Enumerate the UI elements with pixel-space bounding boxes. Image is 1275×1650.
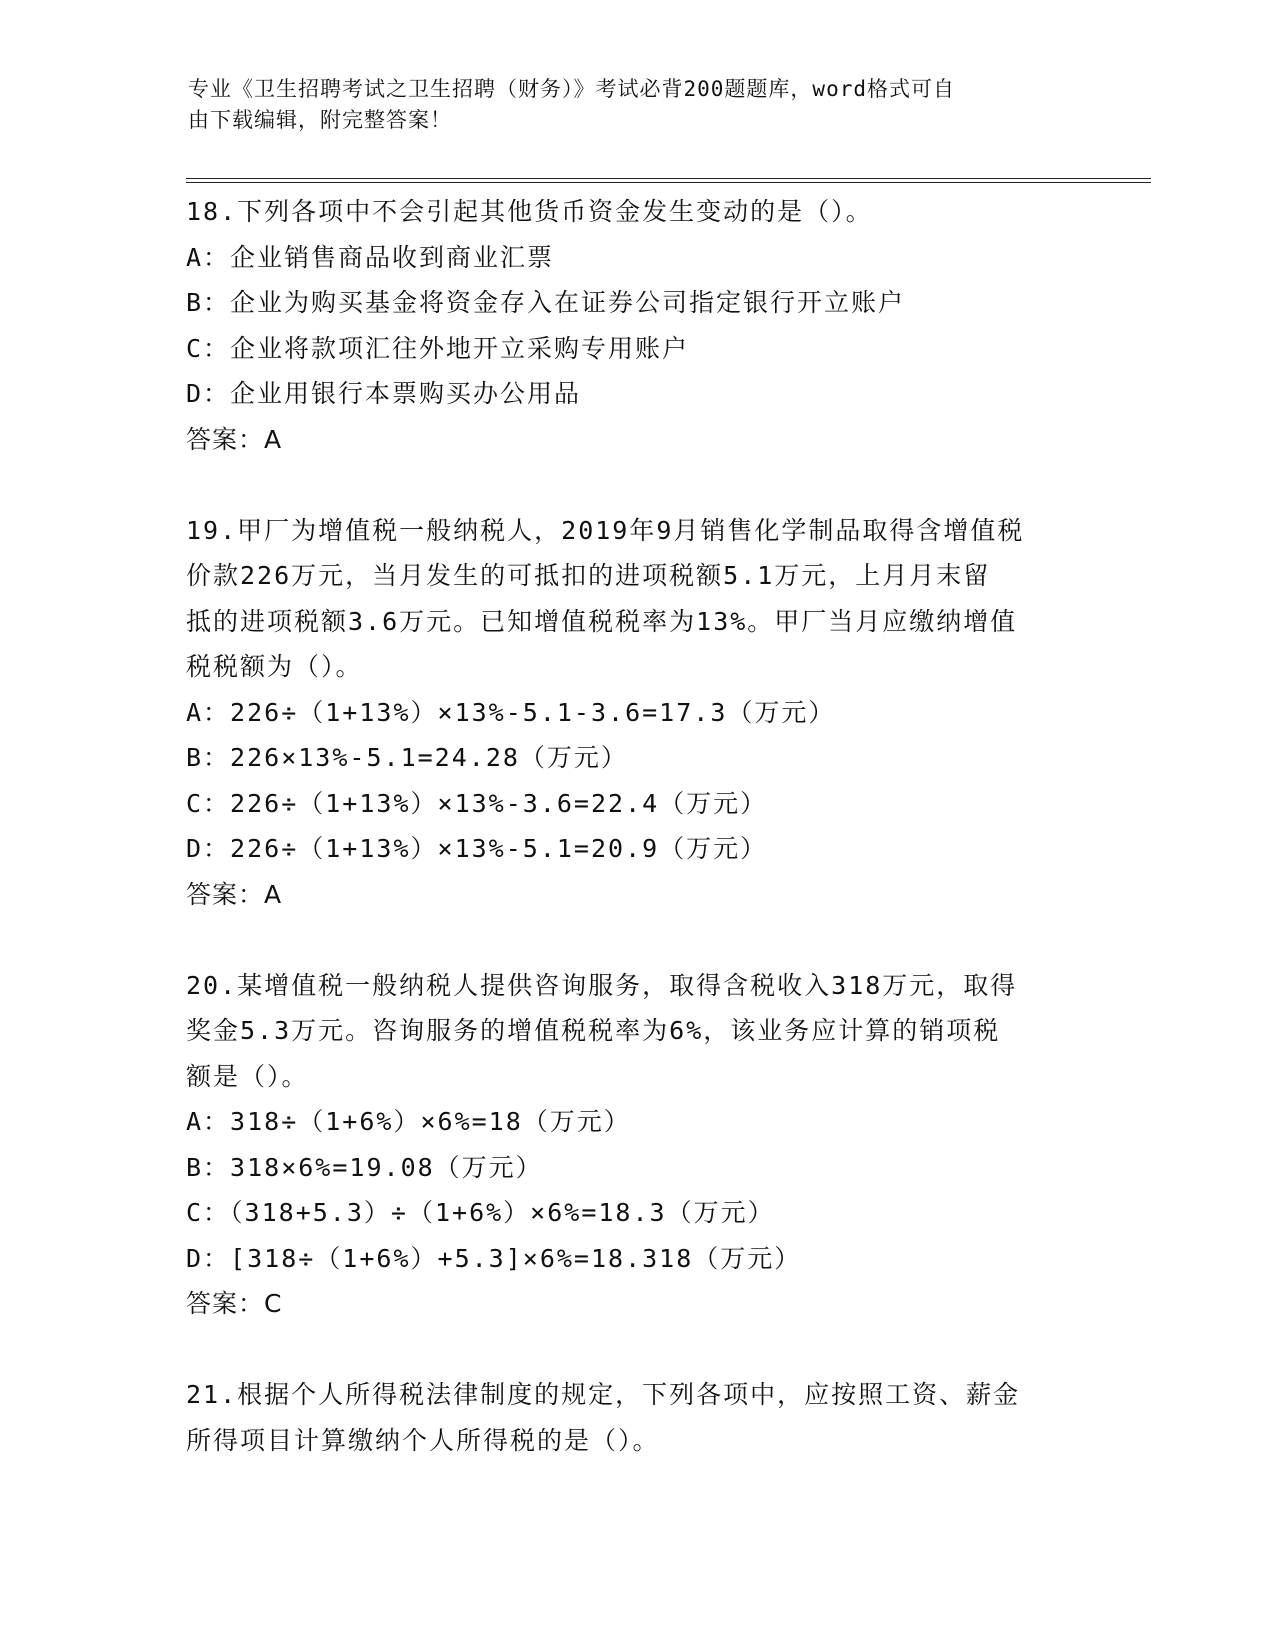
option-c: C：226÷（1+13%）×13%-3.6=22.4（万元） bbox=[186, 788, 768, 818]
option-c: C：（318+5.3）÷（1+6%）×6%=18.3（万元） bbox=[186, 1198, 775, 1227]
option-b: B：318×6%=19.08（万元） bbox=[186, 1152, 543, 1182]
option-a: A：企业销售商品收到商业汇票 bbox=[186, 242, 555, 272]
header-rule-bottom bbox=[186, 182, 1151, 183]
spacer bbox=[186, 1327, 1086, 1373]
question-stem: 所得项目计算缴纳个人所得税的是（）。 bbox=[186, 1425, 660, 1455]
document-header bbox=[188, 74, 1058, 136]
option-a: A：226÷（1+13%）×13%-5.1-3.6=17.3（万元） bbox=[186, 697, 836, 727]
answer: 答案：A bbox=[186, 879, 283, 909]
answer: 答案：C bbox=[186, 1289, 283, 1318]
option-a: A：318÷（1+6%）×6%=18（万元） bbox=[186, 1107, 631, 1136]
option-b: B：企业为购买基金将资金存入在证券公司指定银行开立账户 bbox=[186, 288, 906, 317]
option-c: C：企业将款项汇往外地开立采购专用账户 bbox=[186, 333, 690, 363]
question-list bbox=[186, 189, 1086, 1463]
question-19 bbox=[186, 508, 1086, 918]
question-stem: 20.某增值税一般纳税人提供咨询服务，取得含税收入318万元，取得 bbox=[186, 970, 1018, 1000]
question-stem: 18.下列各项中不会引起其他货币资金发生变动的是（）。 bbox=[186, 197, 873, 226]
option-d: D：企业用银行本票购买办公用品 bbox=[186, 379, 582, 408]
question-18 bbox=[186, 189, 1086, 462]
option-b: B：226×13%-5.1=24.28（万元） bbox=[186, 743, 628, 772]
question-stem: 税税额为（）。 bbox=[186, 652, 363, 681]
option-d: D：226÷（1+13%）×13%-5.1=20.9（万元） bbox=[186, 834, 768, 863]
question-stem: 21.根据个人所得税法律制度的规定，下列各项中，应按照工资、薪金 bbox=[186, 1380, 1021, 1409]
question-stem: 额是（）。 bbox=[186, 1061, 309, 1091]
question-stem: 抵的进项税额3.6万元。已知增值税税率为13%。甲厂当月应缴纳增值 bbox=[186, 606, 1018, 636]
spacer bbox=[186, 462, 1086, 508]
question-stem: 价款226万元，当月发生的可抵扣的进项税额5.1万元，上月月末留 bbox=[186, 561, 991, 590]
option-d: D：[318÷（1+6%）+5.3]×6%=18.318（万元） bbox=[186, 1243, 802, 1273]
header-line-2: 由下载编辑，附完整答案！ bbox=[188, 108, 452, 132]
question-stem: 19.甲厂为增值税一般纳税人，2019年9月销售化学制品取得含增值税 bbox=[186, 515, 1025, 545]
question-stem: 奖金5.3万元。咨询服务的增值税税率为6%，该业务应计算的销项税 bbox=[186, 1016, 1001, 1045]
header-line-1: 专业《卫生招聘考试之卫生招聘（财务）》考试必背200题题库，word格式可自 bbox=[188, 77, 955, 101]
question-20 bbox=[186, 963, 1086, 1327]
question-21 bbox=[186, 1372, 1086, 1463]
answer: 答案：A bbox=[186, 424, 283, 454]
spacer bbox=[186, 917, 1086, 963]
header-rule-top bbox=[186, 178, 1151, 179]
